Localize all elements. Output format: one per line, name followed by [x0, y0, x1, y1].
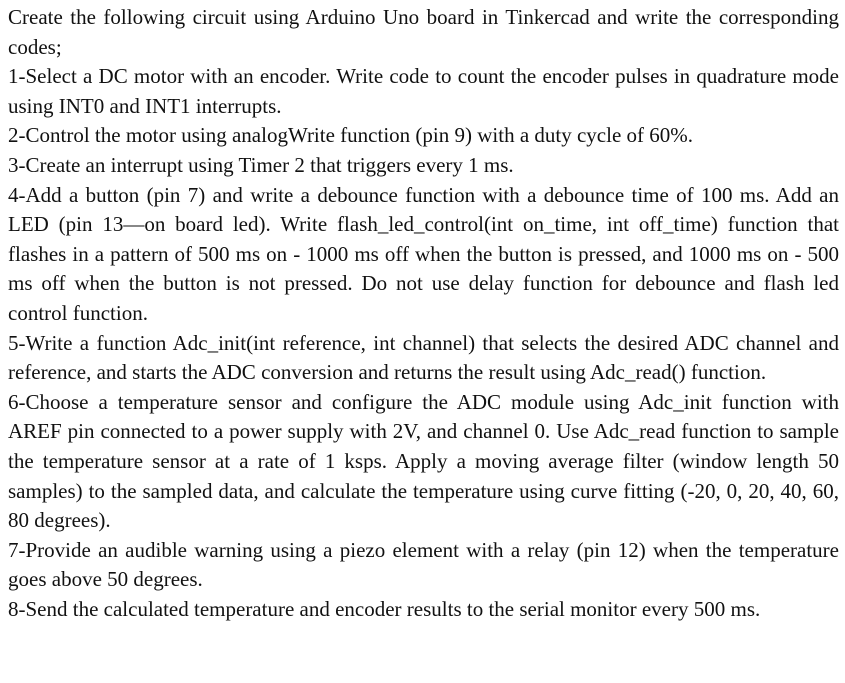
task-item-7: 7-Provide an audible warning using a piezo element with a relay (pin 12) when the temperature goes above 50 degrees.: [8, 537, 839, 592]
intro-paragraph: Create the following circuit using Arduino Uno board in Tinkercad and write the corresponding codes;: [8, 5, 839, 59]
task-item-3: 3-Create an interrupt using Timer 2 that triggers every 1 ms.: [8, 152, 514, 177]
task-item-8: 8-Send the calculated temperature and encoder results to the serial monitor every 500 ms.: [8, 596, 761, 621]
task-item-1: 1-Select a DC motor with an encoder. Write code to count the encoder pulses in quadrature mode using INT0 and INT1 interrupts.: [8, 64, 839, 118]
task-item-2: 2-Control the motor using analogWrite function (pin 9) with a duty cycle of 60%.: [8, 123, 694, 148]
task-item-4: 4-Add a button (pin 7) and write a debounce function with a debounce time of 100 ms. Add an LED (pin 13—on board led). Write flash_led_control(int on_time, int off_time) function that flashes in a pattern of 500 ms on - 1000 ms off when the button is pressed, and 1000 ms on - 500 ms off when the button is not pressed. Do not use delay function for debounce and flash led control function.: [8, 182, 839, 325]
task-item-5: 5-Write a function Adc_init(int reference, int channel) that selects the desired ADC channel and reference, and starts the ADC conversion and returns the result using Adc_read() function.: [8, 330, 839, 385]
task-item-6: 6-Choose a temperature sensor and configure the ADC module using Adc_init function with AREF pin connected to a power supply with 2V, and channel 0. Use Adc_read function to sample the temperature sensor at a rate of 1 ksps. Apply a moving average filter (window length 50 samples) to the sampled data, and calculate the temperature using curve fitting (-20, 0, 20, 40, 60, 80 degrees).: [8, 389, 839, 533]
